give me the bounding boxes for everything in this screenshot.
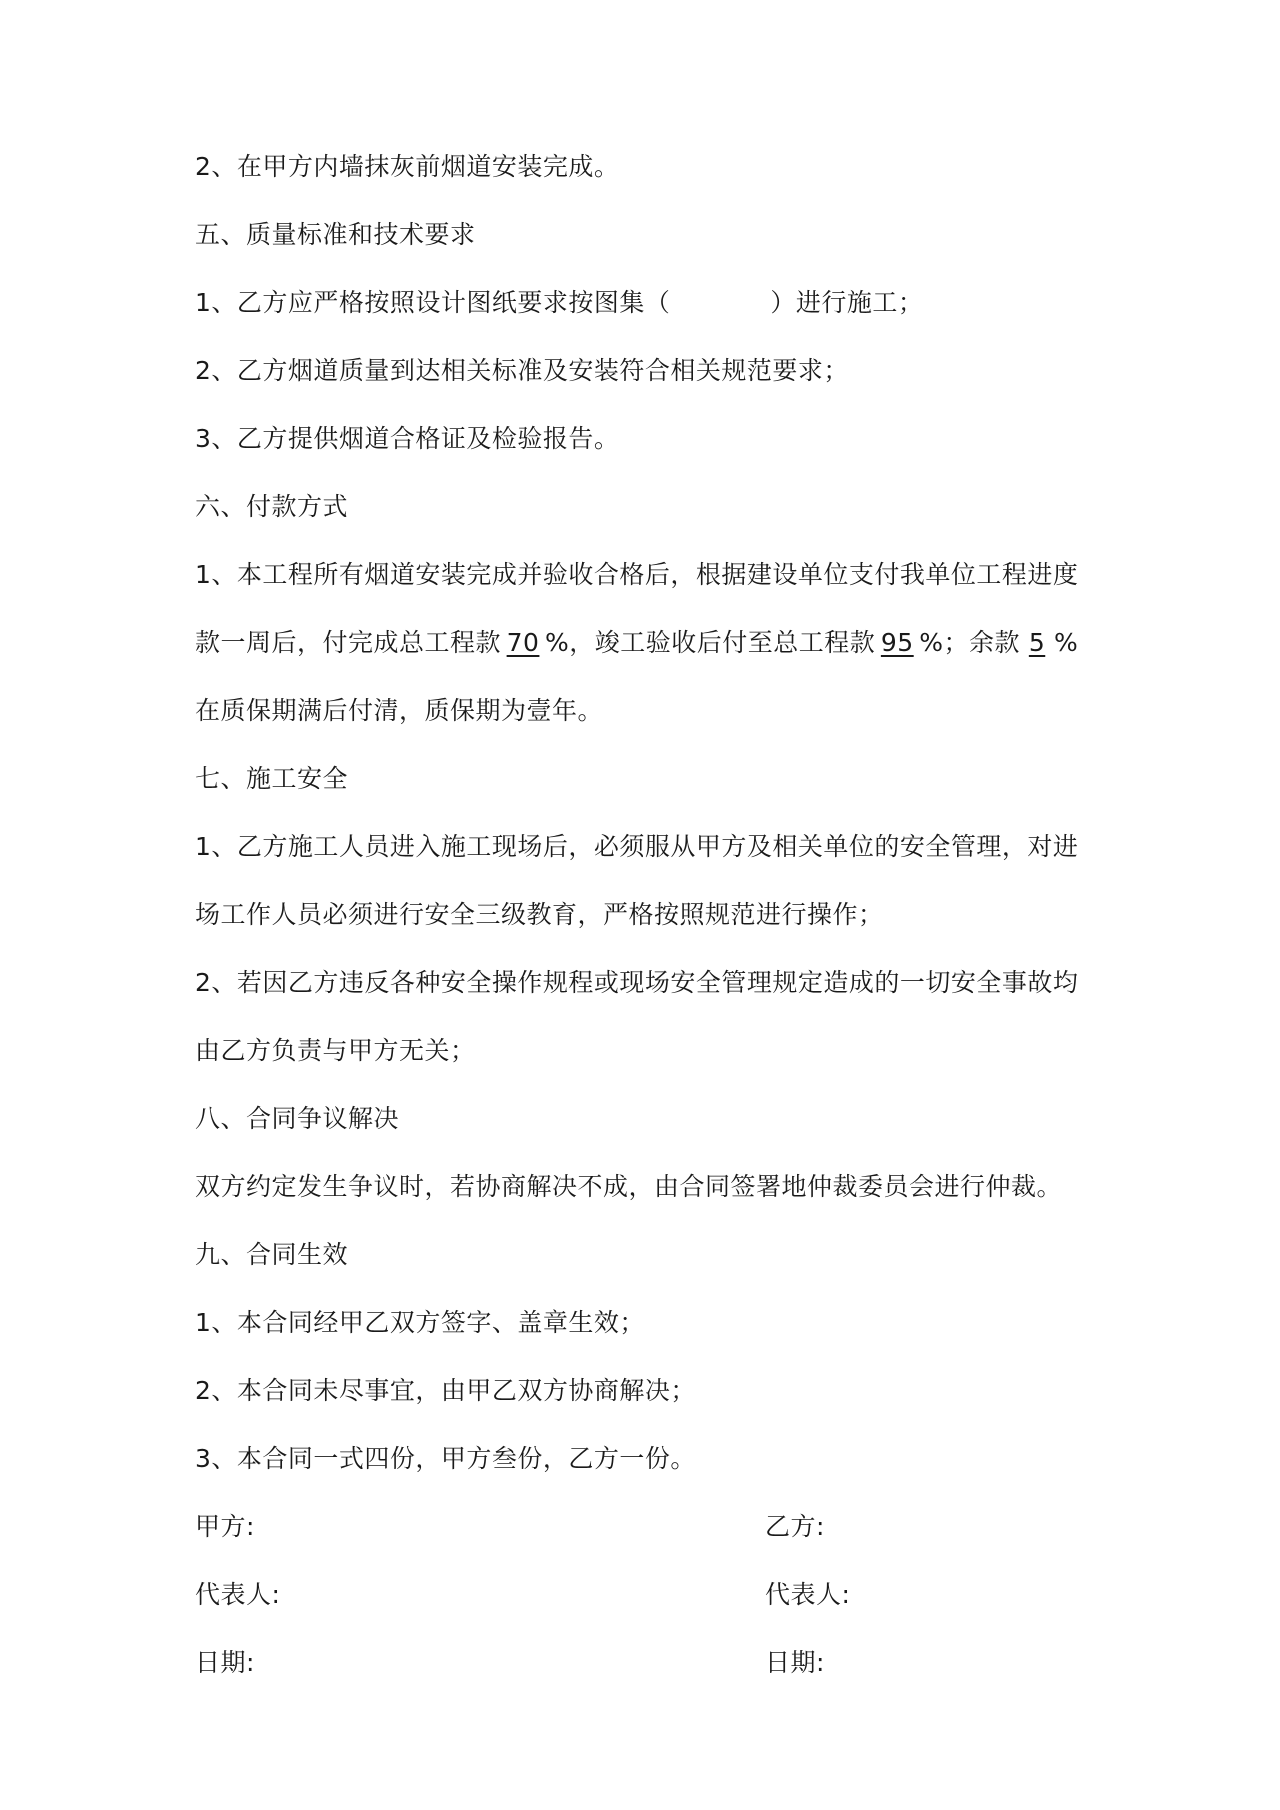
clause-6-item-1-line-1: 1、本工程所有烟道安装完成并验收合格后，根据建设单位支付我单位工程进度 xyxy=(195,560,1079,589)
payment-text-d: % xyxy=(1054,628,1079,657)
retention-percent-value: 5 xyxy=(1028,628,1046,657)
clause-8-text: 双方约定发生争议时，若协商解决不成，由合同签署地仲裁委员会进行仲裁。 xyxy=(195,1172,1063,1201)
section-8-heading: 八、合同争议解决 xyxy=(195,1104,400,1133)
clause-4-item-2: 2、在甲方内墙抹灰前烟道安装完成。 xyxy=(195,152,620,181)
section-6-heading: 六、付款方式 xyxy=(195,492,349,521)
payment-text-a: 款一周后，付完成总工程款 xyxy=(195,628,502,657)
clause-5-item-2: 2、乙方烟道质量到达相关标准及安装符合相关规范要求； xyxy=(195,356,849,385)
clause-5-item-1-text: 1、乙方应严格按照设计图纸要求按图集（ xyxy=(195,288,671,317)
clause-7-item-2-line-2: 由乙方负责与甲方无关； xyxy=(195,1036,476,1065)
clause-6-item-1-line-2 xyxy=(195,626,1095,660)
completion-percent-value: 70 xyxy=(506,628,540,657)
rep-b-label: 代表人: xyxy=(765,1580,851,1609)
clause-7-item-1-line-1: 1、乙方施工人员进入施工现场后，必须服从甲方及相关单位的安全管理，对进 xyxy=(195,832,1079,861)
date-a-label: 日期: xyxy=(195,1648,255,1677)
clause-7-item-2-line-1: 2、若因乙方违反各种安全操作规程或现场安全管理规定造成的一切安全事故均 xyxy=(195,968,1079,997)
clause-6-item-1-line-3: 在质保期满后付清，质保期为壹年。 xyxy=(195,696,604,725)
party-b-label: 乙方: xyxy=(765,1512,825,1541)
signature-row-date xyxy=(195,1646,1095,1680)
section-9-heading: 九、合同生效 xyxy=(195,1240,349,1269)
payment-text-c: %；余款 xyxy=(919,628,1021,657)
clause-9-item-3: 3、本合同一式四份，甲方叁份，乙方一份。 xyxy=(195,1444,696,1473)
payment-text-b: %，竣工验收后付至总工程款 xyxy=(545,628,876,657)
clause-9-item-2: 2、本合同未尽事宜，由甲乙双方协商解决； xyxy=(195,1376,696,1405)
clause-5-item-3: 3、乙方提供烟道合格证及检验报告。 xyxy=(195,424,620,453)
signature-row-representative xyxy=(195,1578,1095,1612)
section-7-heading: 七、施工安全 xyxy=(195,764,349,793)
clause-9-item-1: 1、本合同经甲乙双方签字、盖章生效； xyxy=(195,1308,645,1337)
date-b-label: 日期: xyxy=(765,1648,825,1677)
clause-5-item-1-tail: ）进行施工； xyxy=(770,288,924,317)
signature-row-party xyxy=(195,1510,1095,1544)
clause-5-item-1 xyxy=(195,286,1095,320)
party-a-label: 甲方: xyxy=(195,1512,255,1541)
clause-7-item-1-line-2: 场工作人员必须进行安全三级教育，严格按照规范进行操作； xyxy=(195,900,884,929)
section-5-heading: 五、质量标准和技术要求 xyxy=(195,220,476,249)
rep-a-label: 代表人: xyxy=(195,1580,281,1609)
final-percent-value: 95 xyxy=(880,628,914,657)
